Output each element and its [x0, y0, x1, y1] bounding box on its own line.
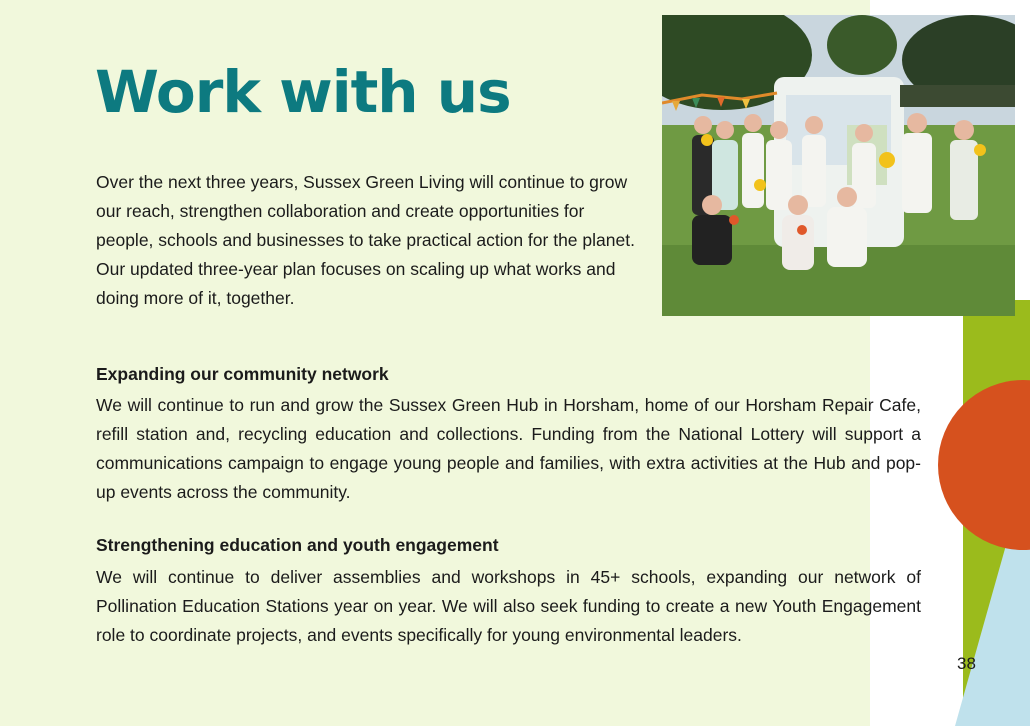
page-number: 38 [957, 654, 976, 673]
section-body-education-youth: We will continue to deliver assemblies and workshops in 45+ schools, expanding our network of Pollination Education Stations year on year. We will also seek funding to create a new Youth Engagement role to coordinate projects, and events specifically for young environmental leaders. [96, 567, 921, 645]
page-title: Work with us [95, 58, 511, 126]
section-body-community-network: We will continue to run and grow the Sussex Green Hub in Horsham, home of our Horsham Repair Cafe, refill station and, recycling education and collections. Funding from the National Lottery will support a communications campaign to engage young people and families, with extra activities at the Hub and pop-up events across the community. [96, 395, 921, 502]
intro-paragraph: Over the next three years, Sussex Green Living will continue to grow our reach, strengthen collaboration and create opportunities for people, schools and businesses to take practical action for the planet. Our updated three-year plan focuses on scaling up what works and doing more of it, together. [96, 172, 635, 308]
group-photo-icon [662, 15, 1015, 316]
group-photo [662, 15, 1015, 316]
section-heading-education-youth: Strengthening education and youth engagement [96, 535, 499, 555]
section-heading-community-network: Expanding our community network [96, 364, 389, 384]
